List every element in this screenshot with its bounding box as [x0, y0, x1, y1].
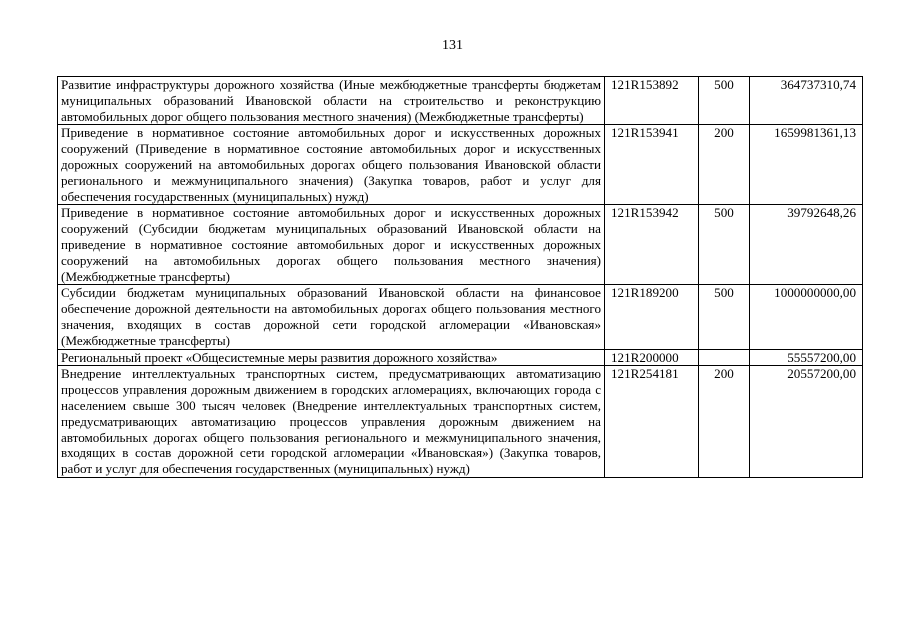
row-expense-type: 500 — [699, 77, 750, 125]
row-expense-type: 200 — [699, 125, 750, 205]
row-expense-type: 500 — [699, 285, 750, 349]
table-row — [58, 205, 863, 285]
table-row — [58, 366, 863, 478]
row-code: 121R153941 — [605, 125, 699, 205]
row-code: 121R189200 — [605, 285, 699, 349]
row-description: Приведение в нормативное состояние автомобильных дорог и искусственных дорожных сооружений (Приведение в нормативное состояние автомобильных дорог и искусственных дорожных сооружений на автомобильных дорогах общего пользования Ивановской области регионального и межмуниципального значения) (Закупка товаров, работ и услуг для обеспечения государственных (муниципальных) нужд) — [58, 125, 605, 205]
row-code: 121R200000 — [605, 349, 699, 366]
row-code: 121R153942 — [605, 205, 699, 285]
row-expense-type: 500 — [699, 205, 750, 285]
budget-table — [57, 76, 863, 478]
row-description: Внедрение интеллектуальных транспортных систем, предусматривающих автоматизацию процессов управления дорожным движением в городских агломерациях, включающих города с населением свыше 300 тысяч человек (Внедрение интеллектуальных транспортных систем, предусматривающих автоматизацию процессов управления дорожным движением на автомобильных дорогах общего пользования регионального и межмуниципального значения, входящих в состав дорожной сети городской агломерации «Ивановская») (Закупка товаров, работ и услуг для обеспечения государственных (муниципальных) нужд) — [58, 366, 605, 478]
row-expense-type — [699, 349, 750, 366]
row-description: Региональный проект «Общесистемные меры развития дорожного хозяйства» — [58, 349, 605, 366]
row-amount: 55557200,00 — [750, 349, 863, 366]
row-amount: 20557200,00 — [750, 366, 863, 478]
table-row — [58, 285, 863, 349]
row-description: Приведение в нормативное состояние автомобильных дорог и искусственных дорожных сооружений (Субсидии бюджетам муниципальных образований Ивановской области на приведение в нормативное состояние автомобильных дорог и искусственных дорожных сооружений на автомобильных дорогах общего пользования местного значения) (Межбюджетные трансферты) — [58, 205, 605, 285]
page-number: 131 — [442, 38, 463, 53]
table-row — [58, 125, 863, 205]
row-amount: 364737310,74 — [750, 77, 863, 125]
table-row — [58, 77, 863, 125]
row-amount: 1000000000,00 — [750, 285, 863, 349]
row-amount: 39792648,26 — [750, 205, 863, 285]
row-code: 121R153892 — [605, 77, 699, 125]
row-code: 121R254181 — [605, 366, 699, 478]
row-expense-type: 200 — [699, 366, 750, 478]
row-amount: 1659981361,13 — [750, 125, 863, 205]
table-row — [58, 349, 863, 366]
row-description: Субсидии бюджетам муниципальных образований Ивановской области на финансовое обеспечение дорожной деятельности на автомобильных дорогах общего пользования местного значения, входящих в состав дорожной сети городской агломерации «Ивановская» (Межбюджетные трансферты) — [58, 285, 605, 349]
row-description: Развитие инфраструктуры дорожного хозяйства (Иные межбюджетные трансферты бюджетам муниципальных образований Ивановской области на строительство и реконструкцию автомобильных дорог общего пользования местного значения) (Межбюджетные трансферты) — [58, 77, 605, 125]
